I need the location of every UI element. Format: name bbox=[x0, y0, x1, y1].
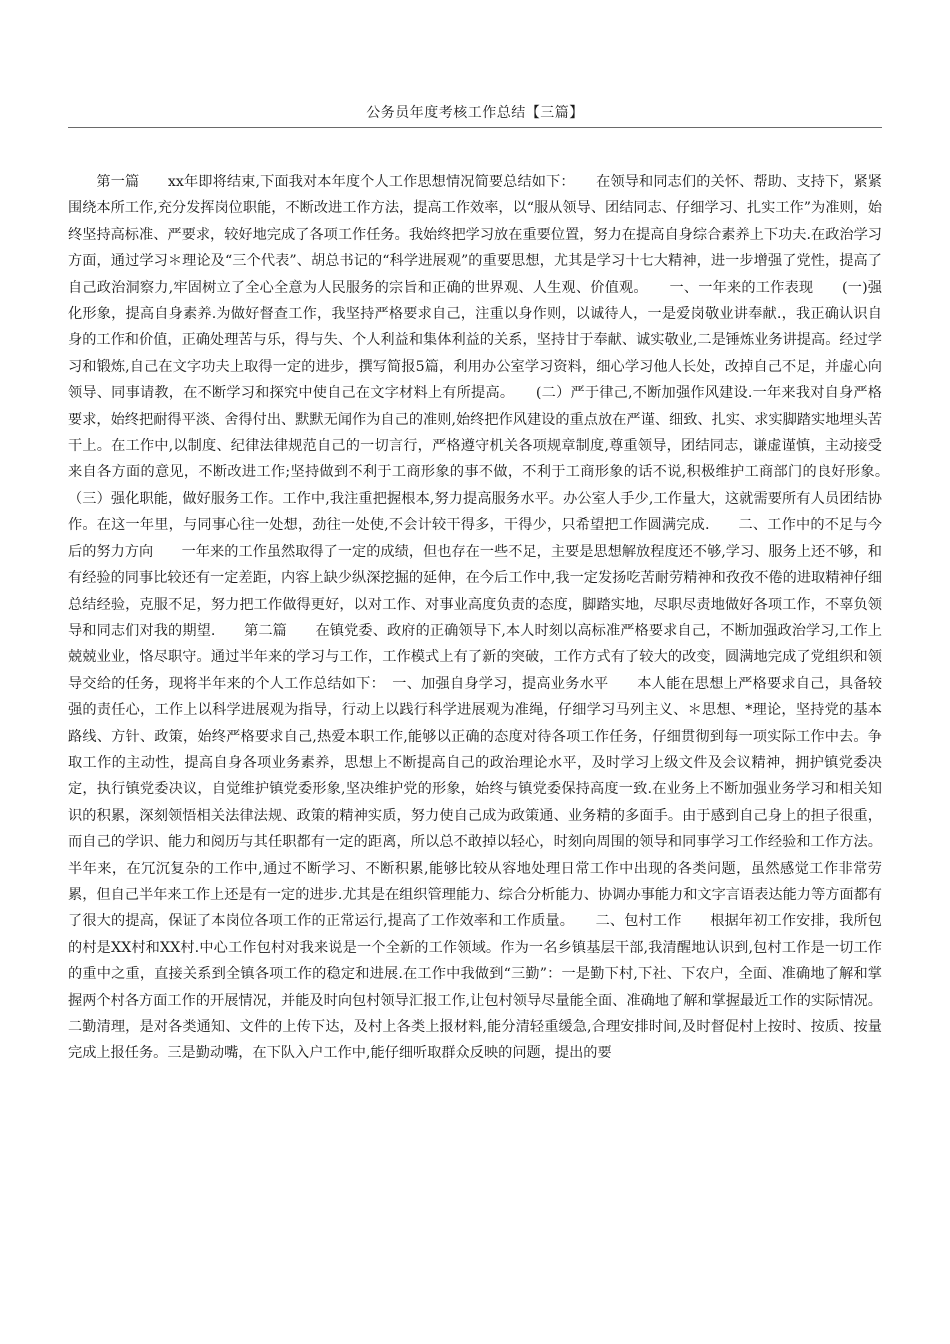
body-paragraph: 第一篇 xx年即将结束,下面我对本年度个人工作思想情况简要总结如下： 在领导和同志们的关怀、帮助、支持下，紧紧围绕本所工作,充分发挥岗位职能，不断改进工作方法，提高工作效率，以“服从领导、团结同志、仔细学习、扎实工作”为准则，始终坚持高标准、严要求，较好地完成了各项工作任务。我始终把学习放在重要位置，努力在提高自身综合素养上下功夫.在政治学习方面，通过学习＊理论及“三个代表”、胡总书记的“科学进展观”的重要思想，尤其是学习十七大精神，进一步增强了党性，提高了自己政治洞察力,牢固树立了全心全意为人民服务的宗旨和正确的世界观、人生观、价值观。 一、一年来的工作表现 (一)强化形象，提高自身素养.为做好督查工作，我坚持严格要求自己，注重以身作则，以诚待人，一是爱岗敬业讲奉献.，我正确认识自身的工作和价值，正确处理苦与乐，得与失、个人利益和集体利益的关系，坚持甘于奉献、诚实敬业,二是锤炼业务讲提高。经过学习和锻炼,自己在文字功夫上取得一定的进步，撰写简报5篇，利用办公室学习资料，细心学习他人长处，改掉自己不足，并虚心向领导、同事请教，在不断学习和探究中使自己在文字材料上有所提高。 (二）严于律己,不断加强作风建设.一年来我对自身严格要求，始终把耐得平淡、舍得付出、默默无闻作为自己的准则,始终把作风建设的重点放在严谨、细致、扎实、求实脚踏实地埋头苦干上。在工作中,以制度、纪律法律规范自己的一切言行，严格遵守机关各项规章制度,尊重领导，团结同志，谦虚谨慎，主动接受来自各方面的意见，不断改进工作;坚持做到不利于工商形象的事不做，不利于工商形象的话不说,积极维护工商部门的良好形象。 （三）强化职能，做好服务工作。工作中,我注重把握根本,努力提高服务水平。办公室人手少,工作量大，这就需要所有人员团结协作。在这一年里，与同事心往一处想，劲往一处使,不会计较干得多，干得少，只希望把工作圆满完成. 二、工作中的不足与今后的努力方向 一年来的工作虽然取得了一定的成绩，但也存在一些不足，主要是思想解放程度还不够,学习、服务上还不够，和有经验的同事比较还有一定差距，内容上缺少纵深挖掘的延伸，在今后工作中,我一定发扬吃苦耐劳精神和孜孜不倦的进取精神仔细总结经验，克服不足，努力把工作做得更好，以对工作、对事业高度负责的态度，脚踏实地，尽职尽责地做好各项工作，不辜负领导和同志们对我的期望. 第二篇 在镇党委、政府的正确领导下,本人时刻以高标准严格要求自己，不断加强政治学习,工作上兢兢业业，恪尽职守。通过半年来的学习与工作，工作模式上有了新的突破，工作方式有了较大的改变，圆满地完成了党组织和领导交给的任务，现将半年来的个人工作总结如下： 一、加强自身学习，提高业务水平 本人能在思想上严格要求自己，具备较强的责任心，工作上以科学进展观为指导，行动上以践行科学进展观为准绳，仔细学习马列主义、＊思想、*理论，坚持党的基本路线、方针、政策，始终严格要求自己,热爱本职工作,能够以正确的态度对待各项工作任务，仔细贯彻到每一项实际工作中去。争取工作的主动性，提高自身各项业务素养，思想上不断提高自己的政治理论水平，及时学习上级文件及会议精神，拥护镇党委决定，执行镇党委决议，自觉维护镇党委形象,坚决维护党的形象，始终与镇党委保持高度一致.在业务上不断加强业务学习和相关知识的积累，深刻领悟相关法律法规、政策的精神实质，努力使自己成为政策通、业务精的多面手。由于感到自己身上的担子很重，而自己的学识、能力和阅历与其任职都有一定的距离，所以总不敢掉以轻心，时刻向周围的领导和同事学习工作经验和工作方法。半年来，在冗沉复杂的工作中,通过不断学习、不断积累,能够比较从容地处理日常工作中出现的各类问题，虽然感觉工作非常劳累，但自己半年来工作上还是有一定的进步.尤其是在组织管理能力、综合分析能力、协调办事能力和文字言语表达能力等方面都有了很大的提高，保证了本岗位各项工作的正常运行,提高了工作效率和工作质量。 二、包村工作 根据年初工作安排，我所包的村是XX村和XX村.中心工作包村对我来说是一个全新的工作领域。作为一名乡镇基层干部,我清醒地认识到,包村工作是一切工作的重中之重，直接关系到全镇各项工作的稳定和进展.在工作中我做到“三勤”：一是勤下村,下社、下农户，全面、准确地了解和掌握两个村各方面工作的开展情况，并能及时向包村领导汇报工作,让包村领导尽量能全面、准确地了解和掌握最近工作的实际情况。二勤清理，是对各类通知、文件的上传下达，及村上各类上报材料,能分清轻重缓急,合理安排时间,及时督促村上按时、按质、按量完成上报任务。三是勤动嘴，在下队入户工作中,能仔细听取群众反映的问题，提出的要 bbox=[68, 174, 911, 1062]
document-body bbox=[68, 169, 911, 1067]
header-divider bbox=[68, 127, 882, 128]
document-page bbox=[68, 0, 911, 1344]
page-title: 公务员年度考核工作总结【三篇】 bbox=[366, 105, 584, 121]
